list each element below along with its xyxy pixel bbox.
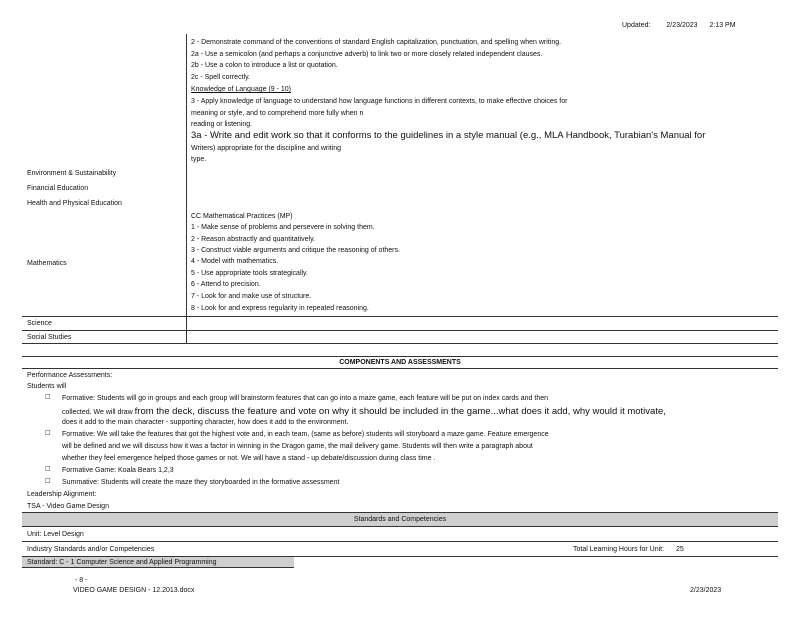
footer-page-number: - 8 - [75,577,88,584]
column-divider [186,34,187,316]
row-divider [22,356,778,357]
standard-l2: 2 - Demonstrate command of the conventions of standard English capitalization, punctuation, and spelling when writing. [191,39,562,46]
checkbox-icon: □ [45,429,51,436]
row-divider [22,330,778,331]
row-divider [22,541,778,542]
subject-social-studies: Social Studies [27,334,72,341]
students-will: Students will [27,383,67,390]
standard-l3a-line3: type. [191,156,207,163]
standard-l2c: 2c - Spell correctly. [191,74,250,81]
formative-3: Formative Game: Koala Bears 1,2,3 [62,467,174,474]
summative-1: Summative: Students will create the maze they storyboarded in the formative assessment [62,479,340,486]
formative-1-line2a: collected. We will draw [62,409,133,416]
row-divider [22,343,778,344]
total-learning-label: Total Learning Hours for Unit: [573,546,665,553]
standard-l3a-line1: 3a - Write and edit work so that it conforms to the guidelines in a style manual (e.g., MLA Handbook, Turabian's Manual for [191,130,706,141]
standards-title: Standards and Competencies [353,516,447,523]
industry-label: Industry Standards and/or Competencies [27,546,155,553]
updated-date: 2/23/2023 [666,22,698,29]
standard-row: Standard: C - 1 Computer Science and Applied Programming [27,559,217,566]
formative-2-line3: whether they feel emergence helped those games or not. We will have a stand - up debate/discussion during class time . [62,455,436,462]
math-practice-item: 4 - Model with mathematics. [191,258,279,265]
row-divider [22,512,778,513]
checkbox-icon: □ [45,477,51,484]
updated-time: 2:13 PM [709,22,736,29]
subject-health: Health and Physical Education [27,200,122,207]
footer-date: 2/23/2023 [690,587,722,594]
tsa-alignment: TSA - Video Game Design [27,503,109,510]
math-practice-item: 8 - Look for and express regularity in repeated reasoning. [191,305,369,312]
column-divider [186,316,187,343]
formative-1-line3: does it add to the main character - supporting character, how does it add to the environment. [62,419,349,426]
standard-l3-line3: reading or listening. [191,121,253,128]
updated-label: Updated: [622,22,651,29]
updated-header [622,22,736,29]
checkbox-icon: □ [45,393,51,400]
formative-1-line2b: from the deck, discuss the feature and vote on why it should be included in the game...what does it add, why would it motivate, [134,406,666,417]
math-practice-item: 7 - Look for and make use of structure. [191,293,312,300]
subject-mathematics: Mathematics [27,260,67,267]
subject-financial: Financial Education [27,185,89,192]
math-practice-item: 3 - Construct viable arguments and critique the reasoning of others. [191,247,400,254]
unit-label: Unit: Level Design [27,531,84,538]
leadership-label: Leadership Alignment: [27,491,97,498]
knowledge-heading: Knowledge of Language (9 - 10) [191,86,292,93]
subject-science: Science [27,320,52,327]
formative-2-line1: Formative: We will take the features that got the highest vote and, in each team, (same as before) students will storyboard a maze game. Feature emergence [62,431,549,438]
standard-l3a-line2: Writers) appropriate for the discipline and writing [191,145,342,152]
components-title: COMPONENTS AND ASSESSMENTS [339,359,461,366]
math-practice-item: 1 - Make sense of problems and persevere in solving them. [191,224,375,231]
math-practices-heading: CC Mathematical Practices (MP) [191,213,293,220]
math-practice-item: 2 - Reason abstractly and quantitatively. [191,236,315,243]
formative-1-line2 [62,407,666,417]
math-practice-item: 6 - Attend to precision. [191,281,261,288]
formative-2-line2: will be defined and we will discuss how it was a factor in winning in the Dragon game, the mail delivery game. Students will then write a paragraph about [62,443,533,450]
standard-l3-line1: 3 - Apply knowledge of language to understand how language functions in different contexts, to make effective choices for [191,98,568,105]
total-learning-hours [573,546,684,553]
performance-label: Performance Assessments: [27,372,113,379]
standard-l2a: 2a - Use a semicolon (and perhaps a conjunctive adverb) to link two or more closely related independent clauses. [191,51,543,58]
math-practice-item: 5 - Use appropriate tools strategically. [191,270,308,277]
standard-l2b: 2b - Use a colon to introduce a list or quotation. [191,62,338,69]
standard-l3-line2: meaning or style, and to comprehend more fully when n [191,110,364,117]
total-learning-value: 25 [676,546,684,553]
subject-environment: Environment & Sustainability [27,170,117,177]
row-divider [22,567,294,568]
row-divider [22,526,778,527]
row-divider [22,316,778,317]
checkbox-icon: □ [45,465,51,472]
formative-1-line1: Formative: Students will go in groups and each group will brainstorm features that can go into a maze game, each feature will be put on index cards and then [62,395,548,402]
footer-doc-name: VIDEO GAME DESIGN - 12.2013.docx [73,587,195,594]
row-divider [22,368,778,369]
